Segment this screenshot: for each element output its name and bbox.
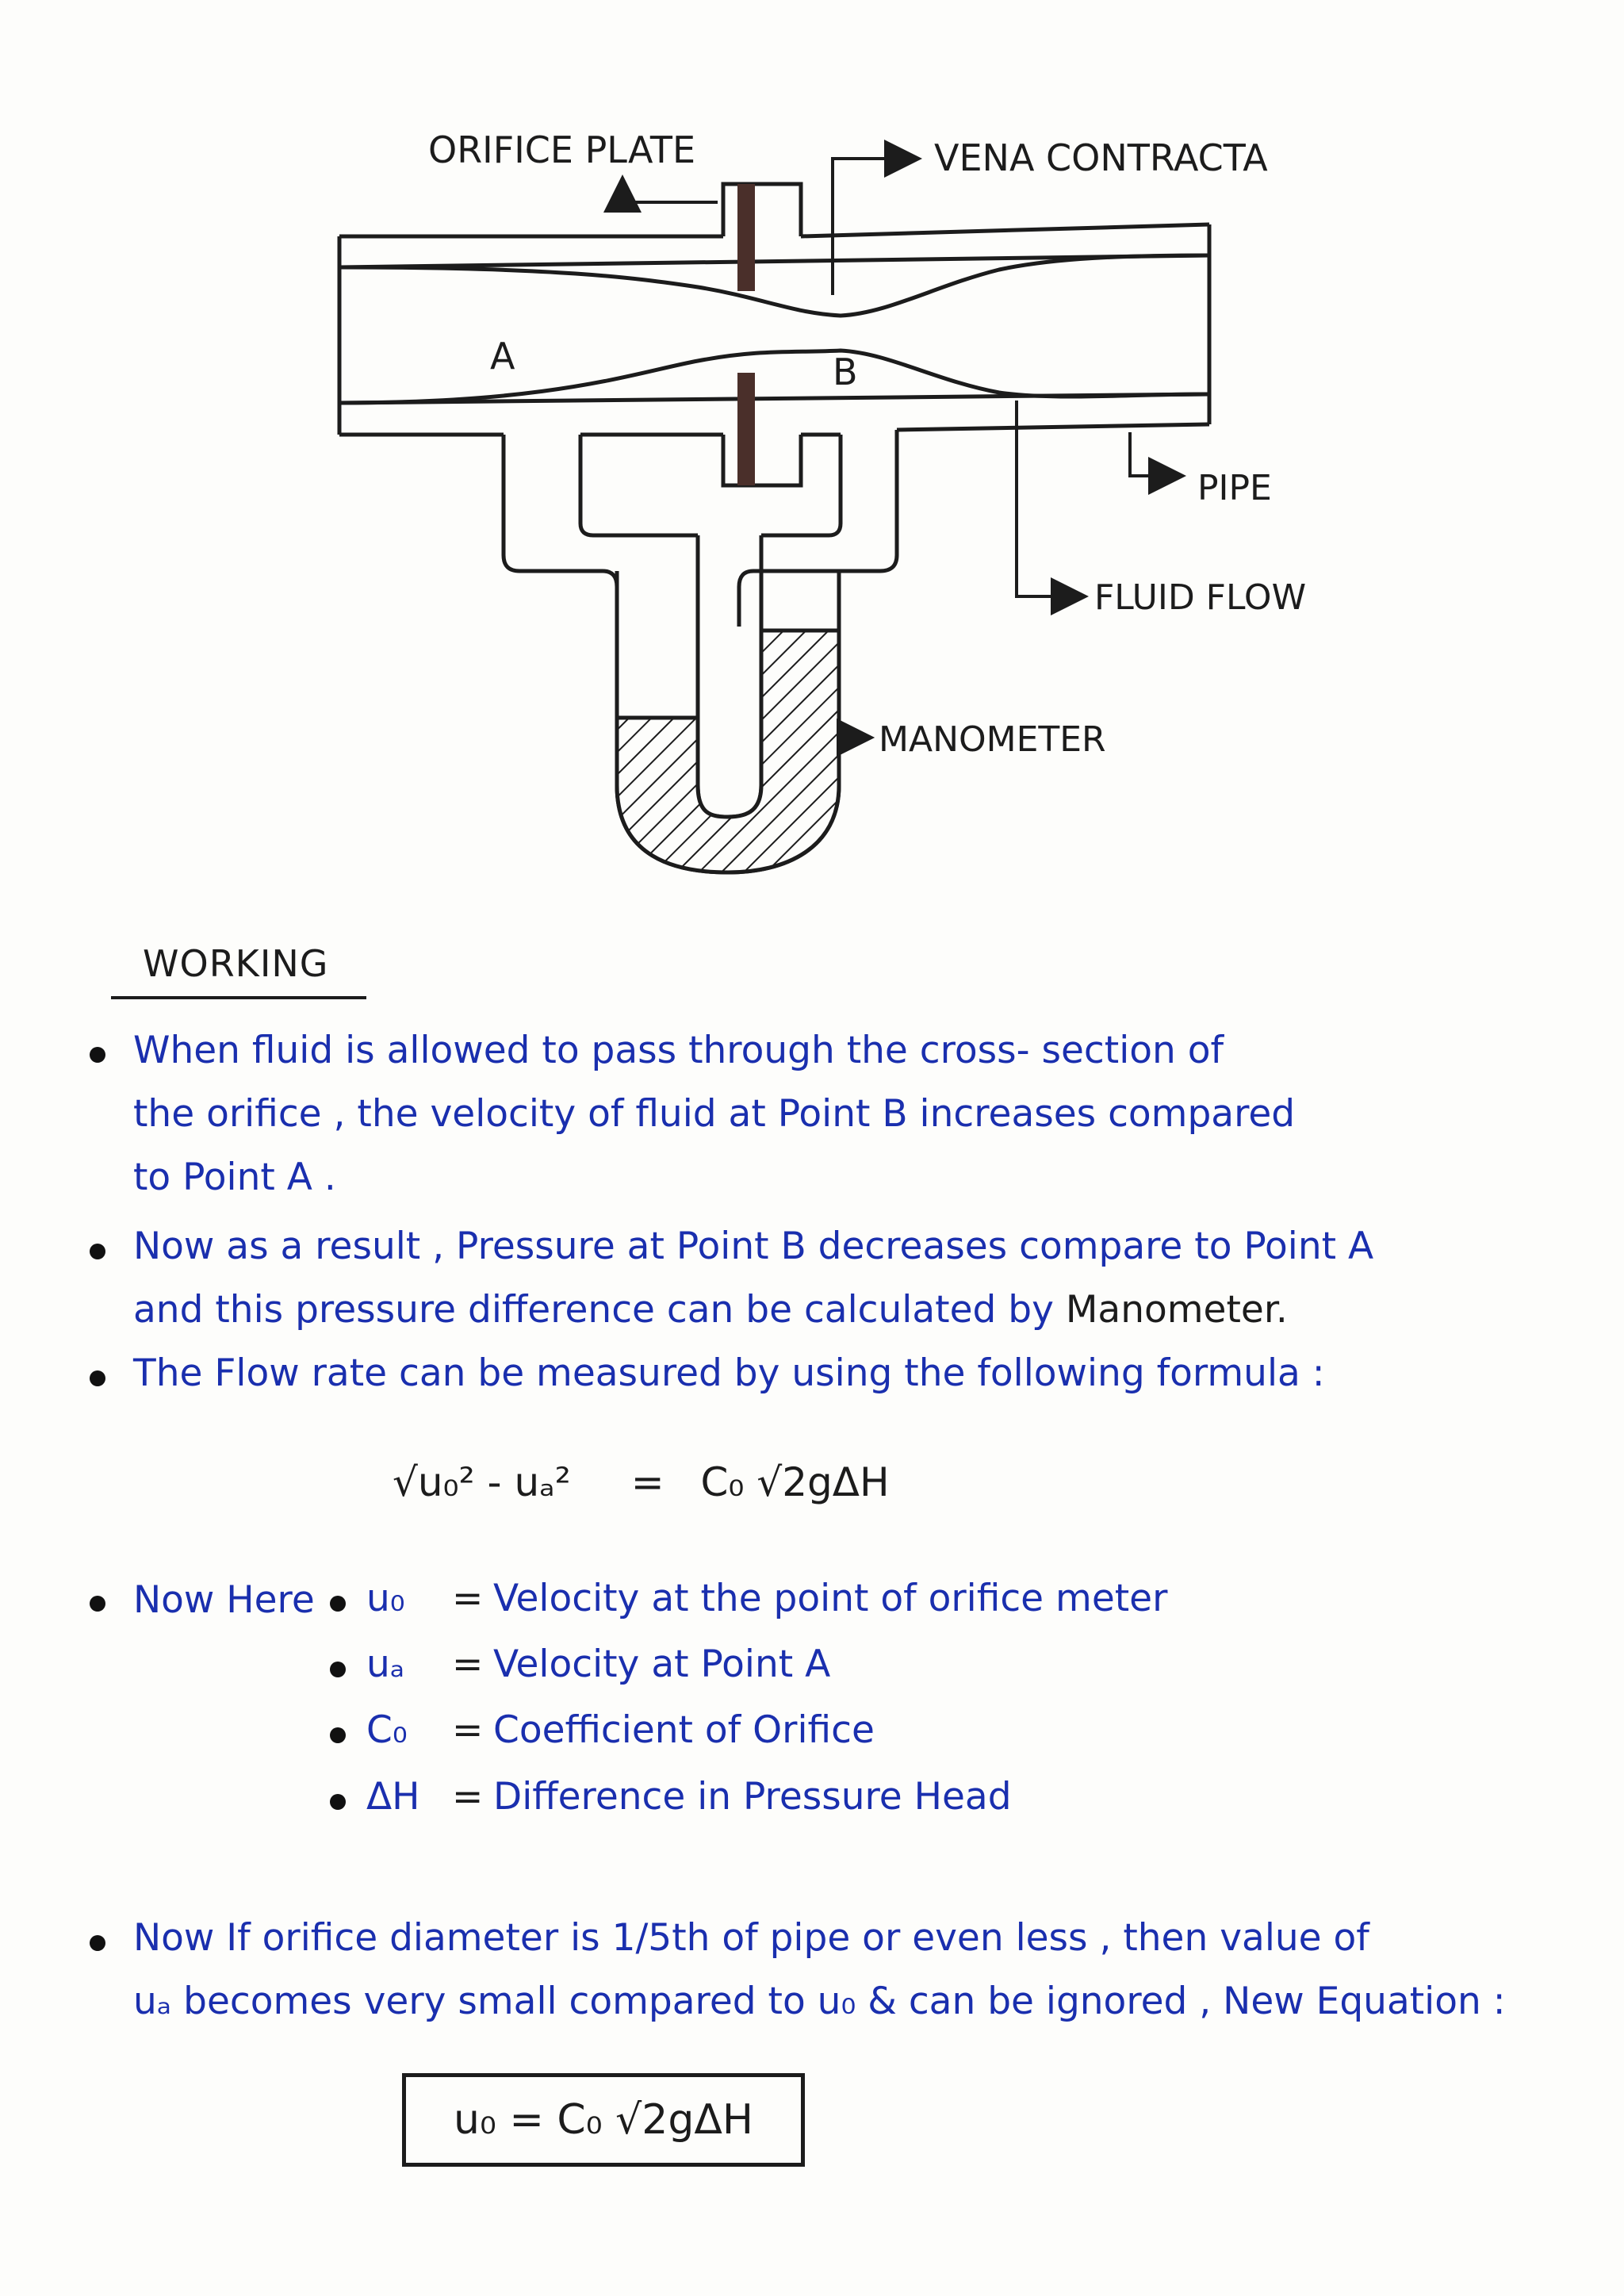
bullet2-line2: and this pressure difference can be calculated by — [133, 1288, 1054, 1332]
flow-streamlines — [339, 255, 1209, 403]
formula-rhs: C₀ √2gΔH — [700, 1459, 890, 1505]
bullet1-line1: When fluid is allowed to pass through the cross- section of — [133, 1029, 1224, 1072]
label-fluid-flow: FLUID FLOW — [1094, 577, 1307, 618]
definition-u0 — [366, 1577, 1239, 1624]
bullet-dot — [90, 1596, 105, 1612]
def-equals: = — [452, 1775, 484, 1819]
def-symbol: uₐ — [366, 1642, 405, 1686]
label-orifice-plate: ORIFICE PLATE — [428, 128, 696, 171]
bullet1-line3: to Point A . — [133, 1156, 336, 1199]
label-point-b: B — [833, 351, 858, 393]
bullet-dot — [330, 1662, 346, 1677]
manometer-u-tube — [617, 571, 839, 892]
def-equals: = — [452, 1642, 484, 1686]
bullet-dot — [90, 1370, 105, 1386]
bullet3-text — [133, 1342, 1545, 1405]
formula-lhs: √u₀² - uₐ² — [393, 1459, 571, 1505]
bullet-dot — [330, 1596, 346, 1612]
def-text: Velocity at Point A — [493, 1642, 831, 1686]
orifice-meter-diagram — [0, 0, 1624, 904]
definition-ua — [366, 1642, 1239, 1690]
bullet-dot — [330, 1727, 346, 1743]
bullet4-line1: Now If orifice diameter is 1/5th of pipe or even less , then value of — [133, 1916, 1369, 1960]
def-text: Coefficient of Orifice — [493, 1708, 875, 1752]
formula-main — [393, 1459, 890, 1505]
bullet4-text — [133, 1907, 1545, 2033]
label-point-a: A — [490, 335, 515, 378]
bullet2-line2-row — [133, 1278, 1545, 1342]
bullet2-line1: Now as a result , Pressure at Point B decreases compare to Point A — [133, 1225, 1374, 1268]
bullet-dot — [330, 1794, 346, 1810]
bullet1-line2: the orifice , the velocity of fluid at Point B increases compared — [133, 1092, 1296, 1136]
definition-c0 — [366, 1708, 1239, 1756]
bullet2-manometer-word: Manometer. — [1065, 1288, 1288, 1332]
label-vena-contracta: VENA CONTRACTA — [934, 136, 1268, 179]
boxed-formula — [402, 2073, 805, 2167]
def-symbol: ΔH — [366, 1775, 420, 1819]
def-equals: = — [452, 1708, 484, 1752]
leader-lines — [622, 159, 1180, 738]
now-here-label: Now Here — [133, 1578, 315, 1622]
label-manometer: MANOMETER — [879, 719, 1106, 760]
bullet1-text — [133, 1019, 1545, 1209]
formula-eq: = — [630, 1459, 665, 1505]
pipe — [339, 224, 1209, 435]
def-equals: = — [452, 1577, 484, 1620]
bullet-dot — [90, 1047, 105, 1063]
bullet2-text — [133, 1215, 1545, 1342]
def-symbol: C₀ — [366, 1708, 408, 1752]
bullet-dot — [90, 1935, 105, 1951]
working-heading: WORKING — [143, 942, 329, 985]
definition-delta-h — [366, 1775, 1239, 1823]
boxed-formula-text: u₀ = C₀ √2gΔH — [453, 2096, 753, 2144]
def-text: Difference in Pressure Head — [493, 1775, 1012, 1819]
bullet-dot — [90, 1244, 105, 1259]
def-symbol: u₀ — [366, 1577, 405, 1620]
def-text: Velocity at the point of orifice meter — [493, 1577, 1168, 1620]
bullet3-line: The Flow rate can be measured by using the following formula : — [133, 1351, 1325, 1395]
heading-underline — [111, 996, 366, 999]
label-pipe: PIPE — [1197, 468, 1272, 508]
bullet4-line2: uₐ becomes very small compared to u₀ & can be ignored , New Equation : — [133, 1980, 1506, 2023]
orifice-plate — [723, 184, 801, 485]
